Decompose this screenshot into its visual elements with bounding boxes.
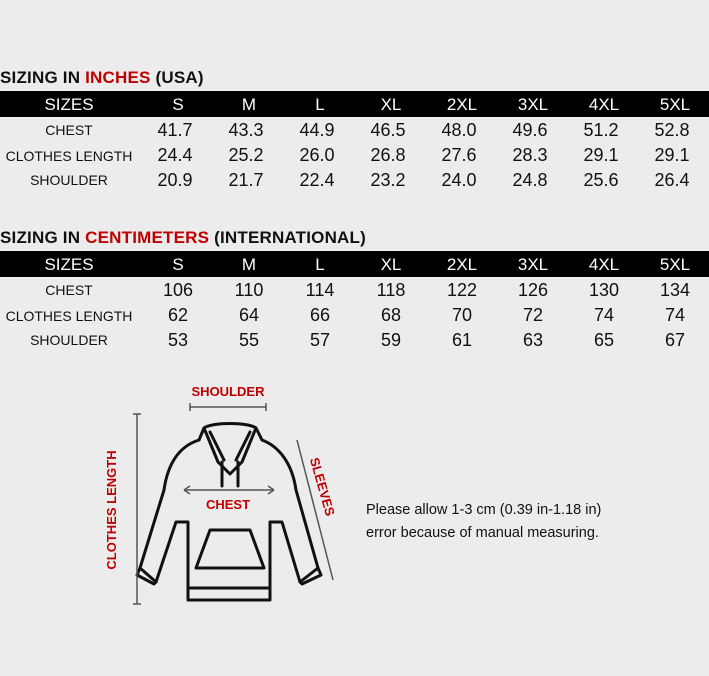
table-cell: 21.7 [228,170,264,190]
row-label: CLOTHES LENGTH [5,308,133,324]
table-cell: 72 [522,305,544,325]
sleeves-label: SLEEVES [306,455,338,518]
table-cell: 68 [380,305,402,325]
inches-header-3xl: 3XL [517,95,549,114]
table-cell: 49.6 [512,120,548,140]
table-cell: 24.0 [441,170,477,190]
table-cell: 46.5 [370,120,406,140]
table-cell: 118 [376,280,406,300]
row-label: CHEST [45,282,93,298]
table-cell: 52.8 [654,120,690,140]
cm-header-l: L [315,255,325,274]
table-cell: 67 [664,330,686,350]
table-cell: 64 [238,305,260,325]
inches-table-title [0,68,204,88]
table-cell: 44.9 [299,120,335,140]
table-cell: 28.3 [512,145,548,165]
inches-header-row [0,91,709,117]
table-cell: 43.3 [228,120,264,140]
inches-title-prefix: SIZING IN [0,68,86,87]
table-cell: 114 [305,280,335,300]
table-cell: 27.6 [441,145,477,165]
cm-header-5xl: 5XL [659,255,691,274]
inches-header-xl: XL [380,95,402,114]
cm-title-accent: CENTIMETERS [85,228,210,247]
table-cell: 63 [522,330,544,350]
measurement-note [366,499,601,545]
inches-title-accent: INCHES [85,68,151,87]
table-cell: 59 [380,330,402,350]
table-cell: 74 [664,305,686,325]
row-label: SHOULDER [30,332,108,348]
inches-title-suffix: (USA) [150,68,204,87]
table-cell: 106 [162,280,194,300]
table-cell: 29.1 [583,145,619,165]
inches-header-5xl: 5XL [659,95,691,114]
table-cell: 130 [588,280,620,300]
cm-header-3xl: 3XL [517,255,549,274]
chest-label: CHEST [205,497,251,512]
table-cell: 122 [446,280,478,300]
note-line-1: Please allow 1-3 cm (0.39 in-1.18 in) [366,502,602,518]
table-cell: 26.4 [654,170,690,190]
table-cell: 26.8 [370,145,406,165]
inches-header-2xl: 2XL [446,95,478,114]
table-cell: 70 [451,305,473,325]
table-cell: 61 [451,330,473,350]
table-cell: 29.1 [654,145,690,165]
inches-header-l: L [315,95,325,114]
cm-title-prefix: SIZING IN [0,228,86,247]
table-cell: 20.9 [157,170,193,190]
table-cell: 53 [167,330,189,350]
table-cell: 66 [309,305,331,325]
row-label: CLOTHES LENGTH [5,148,133,164]
cm-title-suffix: (INTERNATIONAL) [209,228,366,247]
table-cell: 24.8 [512,170,548,190]
cm-header-m: M [241,255,257,274]
cm-header-row [0,251,709,277]
table-cell: 74 [593,305,615,325]
cm-header-s: S [172,255,184,274]
row-label: SHOULDER [30,172,108,188]
table-cell: 65 [593,330,615,350]
inches-header-4xl: 4XL [588,95,620,114]
table-cell: 134 [659,280,691,300]
note-line-2: error because of manual measuring. [366,525,599,541]
table-cell: 51.2 [583,120,619,140]
table-cell: 57 [309,330,331,350]
cm-header-xl: XL [380,255,402,274]
table-cell: 25.6 [583,170,619,190]
table-cell: 62 [167,305,189,325]
table-cell: 126 [517,280,549,300]
inches-header-m: M [241,95,257,114]
table-cell: 25.2 [228,145,264,165]
hoodie-measurement-diagram [0,360,709,620]
table-cell: 48.0 [441,120,477,140]
cm-header-4xl: 4XL [588,255,620,274]
centimeters-table-title [0,228,366,248]
table-cell: 23.2 [370,170,406,190]
cm-header-sizes: SIZES [44,255,94,274]
clothes-length-label: CLOTHES LENGTH [104,450,119,570]
inches-header-sizes: SIZES [44,95,94,114]
table-cell: 22.4 [299,170,335,190]
row-label: CHEST [45,122,93,138]
cm-header-2xl: 2XL [446,255,478,274]
inches-header-s: S [172,95,184,114]
table-cell: 26.0 [299,145,335,165]
shoulder-label: SHOULDER [191,384,265,399]
table-cell: 55 [238,330,260,350]
table-cell: 24.4 [157,145,193,165]
table-cell: 110 [234,280,264,300]
table-cell: 41.7 [157,120,193,140]
